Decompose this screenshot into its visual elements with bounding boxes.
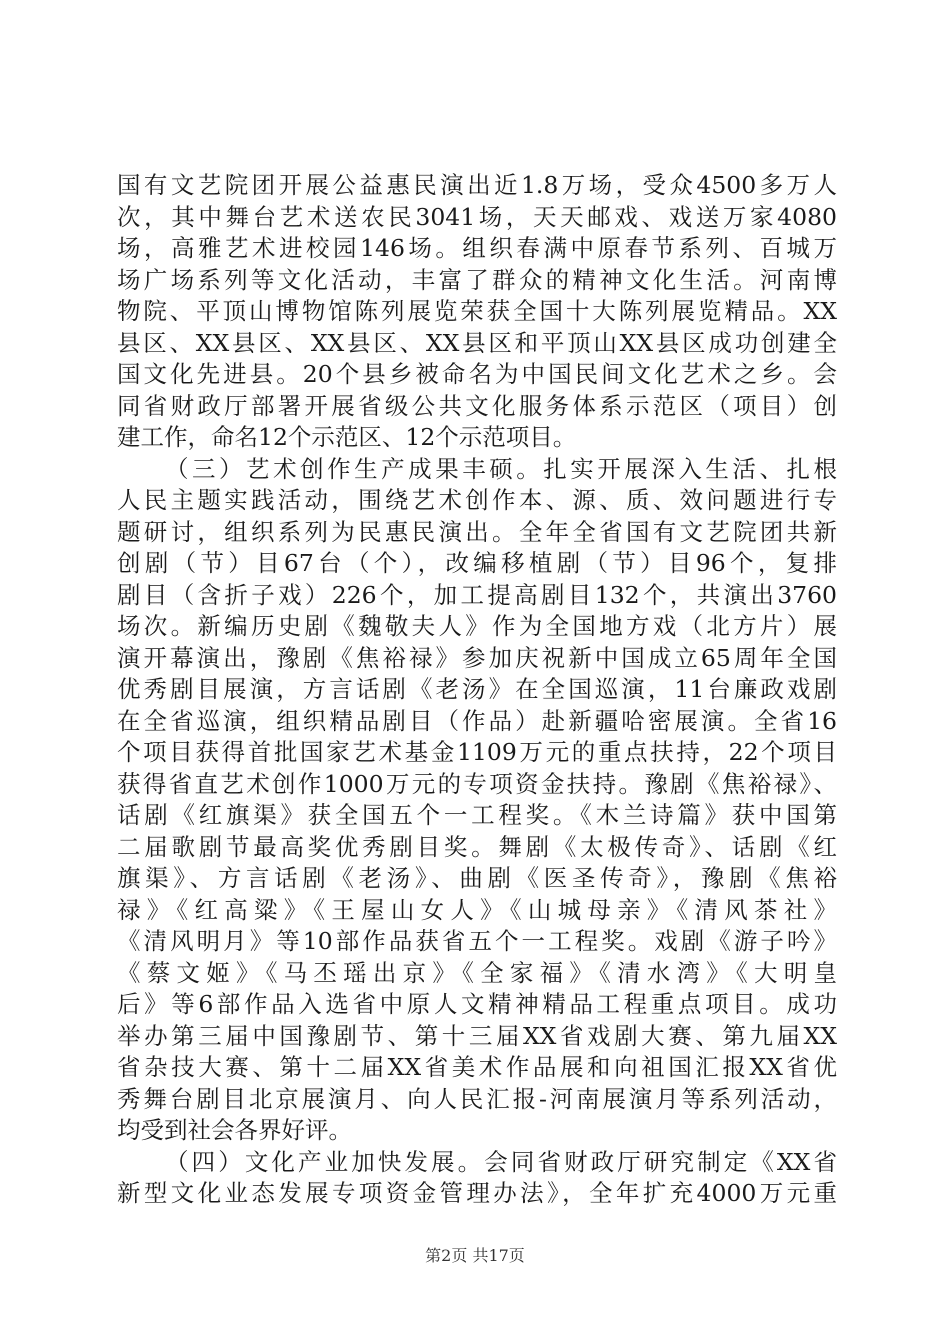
text-line: 次，其中舞台艺术送农民3041场，天天邮戏、戏送万家4080 [117, 202, 837, 231]
text-line: 二届歌剧节最高奖优秀剧目奖。舞剧《太极传奇》、话剧《红 [117, 832, 837, 861]
text-line: 旗渠》、方言话剧《老汤》、曲剧《医圣传奇》，豫剧《焦裕 [117, 864, 837, 892]
text-line: 均受到社会各界好评。 [117, 1116, 352, 1144]
text-line: 同省财政厅部署开展省级公共文化服务体系示范区（项目）创 [117, 391, 837, 420]
text-line: 个项目获得首批国家艺术基金1109万元的重点扶持，22个项目 [117, 738, 837, 766]
text-line: 在全省巡演，组织精品剧目（作品）赴新疆哈密展演。全省16 [117, 706, 837, 735]
text-line: 演开幕演出，豫剧《焦裕禄》参加庆祝新中国成立65周年全国 [117, 643, 837, 672]
text-line: 话剧《红旗渠》获全国五个一工程奖。《木兰诗篇》获中国第 [117, 801, 837, 829]
text-line: 禄》《红高粱》《王屋山女人》《山城母亲》《清风茶社》 [117, 895, 837, 924]
text-line: 题研讨，组织系列为民惠民演出。全年全省国有文艺院团共新 [117, 517, 837, 546]
text-line: 创剧（节）目67台（个），改编移植剧（节）目96个，复排 [117, 549, 837, 577]
text-line: 《清风明月》等10部作品获省五个一工程奖。戏剧《游子吟》 [117, 927, 837, 955]
text-line: 县区、XX县区、XX县区、XX县区和平顶山XX县区成功创建全 [117, 328, 837, 357]
text-line: 建工作，命名12个示范区、12个示范项目。 [117, 423, 577, 451]
text-line: 举办第三届中国豫剧节、第十三届XX省戏剧大赛、第九届XX [117, 1021, 837, 1050]
text-line: 国文化先进县。20个县乡被命名为中国民间文化艺术之乡。会 [117, 360, 837, 388]
text-line: 省杂技大赛、第十二届XX省美术作品展和向祖国汇报XX省优 [117, 1053, 837, 1081]
text-line: 国有文艺院团开展公益惠民演出近1.8万场，受众4500多万人 [117, 171, 837, 199]
text-line: 秀舞台剧目北京展演月、向人民汇报-河南展演月等系列活动， [117, 1084, 837, 1113]
text-line: 人民主题实践活动，围绕艺术创作本、源、质、效问题进行专 [117, 486, 837, 514]
text-line: 场广场系列等文化活动，丰富了群众的精神文化生活。河南博 [117, 265, 837, 294]
page-number-footer: 第2页 共17页 [425, 1246, 525, 1265]
text-line: 优秀剧目展演，方言话剧《老汤》在全国巡演，11台廉政戏剧 [117, 675, 837, 703]
text-line: 场，高雅艺术进校园146场。组织春满中原春节系列、百城万 [117, 234, 837, 262]
text-line: 获得省直艺术创作1000万元的专项资金扶持。豫剧《焦裕禄》、 [117, 769, 837, 798]
text-line: 剧目（含折子戏）226个，加工提高剧目132个，共演出3760 [117, 580, 837, 609]
document-body [117, 170, 837, 1210]
text-line: 新型文化业态发展专项资金管理办法》，全年扩充4000万元重 [117, 1179, 837, 1207]
text-line: 《蔡文姬》《马丕瑶出京》《全家福》《清水湾》《大明皇 [117, 958, 837, 987]
text-line: 场次。新编历史剧《魏敬夫人》作为全国地方戏（北方片）展 [117, 612, 837, 640]
section-heading-line: （四）文化产业加快发展。会同省财政厅研究制定《XX省 [165, 1147, 837, 1176]
text-line: 物院、平顶山博物馆陈列展览荣获全国十大陈列展览精品。XX [117, 297, 837, 325]
section-heading-line: （三）艺术创作生产成果丰硕。扎实开展深入生活、扎根 [165, 454, 837, 483]
text-line: 后》等6部作品入选省中原人文精神精品工程重点项目。成功 [117, 990, 837, 1018]
